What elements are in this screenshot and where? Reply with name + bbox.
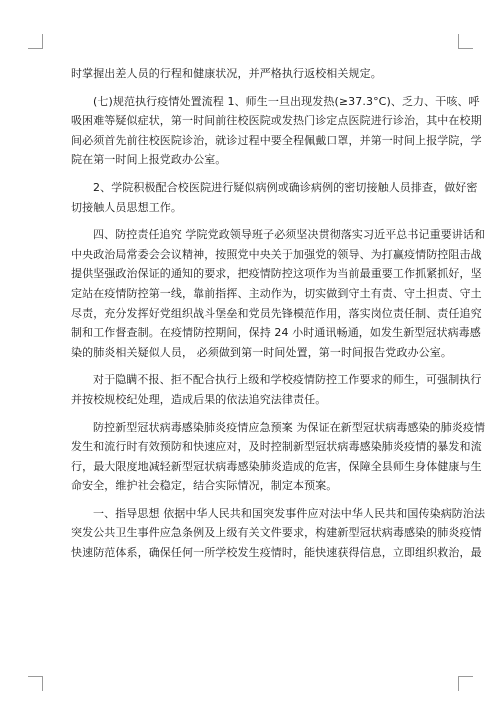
text-line: 时掌握出差人员的行程和健康状况，并严格执行返校相关规定。 bbox=[71, 67, 382, 80]
text-line: 行，最大限度地减轻新型冠状病毒感染肺炎造成的危害，保障全县师生身体健康与生 bbox=[71, 459, 482, 473]
crop-mark-top-right bbox=[458, 34, 473, 49]
crop-mark-top-left bbox=[28, 34, 43, 49]
paragraph-2 bbox=[71, 92, 482, 170]
text-line: 中央政治局常委会会议精神，按照党中央关于加强党的领导、为打赢疫情防控阻击战 bbox=[71, 247, 482, 261]
paragraph-1 bbox=[71, 64, 433, 84]
text-line: 制和工作督查制。在疫情防控期间，保持 24 小时通讯畅通，如发生新型冠状病毒感 bbox=[71, 326, 481, 340]
text-line: (七)规范执行疫情处置流程 1、师生一旦出现发热(≥37.3°C)、乏力、干咳、呼 bbox=[93, 94, 480, 108]
paragraph-6 bbox=[71, 418, 486, 496]
text-line: 并按校规校纪处理，造成后果的依法追究法律责任。 bbox=[71, 392, 327, 406]
text-line: 提供坚强政治保证的通知的要求，把疫情防控这项作为当前最重要工作抓紧抓好，坚 bbox=[71, 267, 482, 281]
text-line: 间必须首先前往校医院诊治，就诊过程中要全程佩戴口罩，并第一时间上报学院，学 bbox=[71, 133, 482, 147]
text-line: 发生和流行时有效预防和快速应对，及时控制新型冠状病毒感染肺炎疫情的暴发和流 bbox=[71, 440, 482, 454]
text-line: 一、指导思想 依据中华人民共和国突发事件应对法中华人民共和国传染病防治法 bbox=[93, 506, 486, 520]
paragraph-4 bbox=[71, 225, 486, 362]
text-line: 吸困难等疑似症状，第一时间前往校医院或发热门诊定点医院进行诊治，其中在校期 bbox=[71, 114, 482, 128]
text-line: 2、学院积极配合校医院进行疑似病例或确诊病例的密切接触人员排查，做好密 bbox=[93, 180, 478, 194]
text-line: 四、防控责任追究 学院党政领导班子必须坚决贯彻落实习近平总书记重要讲话和 bbox=[93, 228, 486, 242]
crop-mark-bottom-right bbox=[458, 676, 473, 691]
text-line: 命安全，维护社会稳定，结合实际情况，制定本预案。 bbox=[71, 479, 338, 493]
paragraph-5 bbox=[71, 370, 482, 409]
text-line: 防控新型冠状病毒感染肺炎疫情应急预案 为保证在新型冠状病毒感染的肺炎疫情 bbox=[93, 420, 486, 434]
text-line: 院在第一时间上报党政办公室。 bbox=[71, 153, 227, 167]
text-line: 突发公共卫生事件应急条例及上级有关文件要求，构建新型冠状病毒感染的肺炎疫情 bbox=[71, 526, 482, 540]
paragraph-3 bbox=[71, 178, 478, 217]
text-line: 染的肺炎相关疑似人员， 必须做到第一时间处置，第一时间报告党政办公室。 bbox=[71, 345, 452, 359]
paragraph-7 bbox=[71, 504, 486, 563]
document-body bbox=[71, 64, 486, 571]
text-line: 对于隐瞒不报、拒不配合执行上级和学校疫情防控工作要求的师生，可强制执行 bbox=[93, 373, 482, 387]
crop-mark-bottom-left bbox=[28, 676, 43, 691]
text-line: 定站在疫情防控第一线，靠前指挥、主动作为，切实做到守土有责、守土担责、守土 bbox=[71, 286, 482, 300]
text-line: 尽责，充分发挥好党组织战斗堡垒和党员先锋模范作用，落实岗位责任制、责任追究 bbox=[71, 306, 482, 320]
text-line: 快速防范体系，确保任何一所学校发生疫情时，能快速获得信息，立即组织救治，最 bbox=[71, 546, 482, 560]
text-line: 切接触人员思想工作。 bbox=[71, 200, 182, 214]
